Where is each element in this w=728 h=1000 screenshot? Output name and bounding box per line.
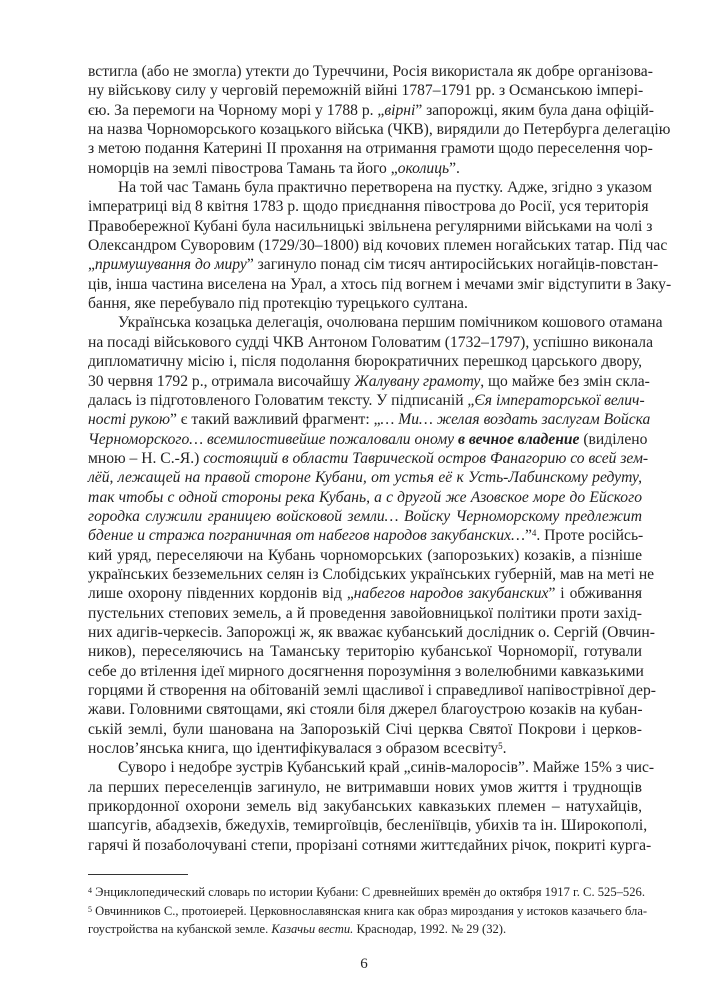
text-line: [88, 700, 642, 719]
text-segment: Энциклопедический словарь по истории Кубани: С древнейших времён до октября 1917 г. С. 525–526.: [92, 885, 645, 899]
footnote: [88, 902, 648, 939]
text-segment: (виділено: [579, 430, 648, 448]
text-segment: бдение и стража пограничная от набегов народов закубанских…: [88, 527, 525, 545]
paragraph: [88, 62, 671, 178]
footnotes: [88, 883, 648, 939]
text-line: [88, 62, 653, 81]
text-segment: ” загинуло понад сім тисяч антиросійських ногайців-повстан-: [246, 256, 659, 274]
text-line: [88, 604, 642, 623]
text-line: [88, 565, 655, 584]
text-line: [88, 642, 642, 661]
text-line: [88, 120, 671, 139]
text-segment: „: [88, 256, 95, 274]
text-line: [88, 778, 642, 797]
footnote-ref: 5: [498, 741, 503, 752]
text-segment: … Ми… желая воздать заслугам Войска: [380, 411, 651, 429]
paragraph: [88, 758, 655, 855]
text-line: [88, 410, 651, 429]
text-line: [88, 623, 655, 642]
text-segment: гоустройства на кубанской земле.: [88, 922, 272, 936]
text-line: [88, 391, 645, 410]
text-segment: лёй, лежащей на правой стороне Кубани, от устья её к Усть-Лабинскому редуту,: [88, 469, 642, 487]
text-line: [88, 101, 655, 120]
text-segment: лише охорону південних кордонів від „: [88, 585, 354, 603]
text-segment: них адигів-черкесів. Запорожці ж, як вважає кубанський дослідник о. Сергій (Овчин-: [88, 623, 655, 641]
text-line: [88, 546, 642, 565]
text-line: [88, 139, 653, 158]
text-line: [88, 526, 642, 545]
text-line: [88, 758, 655, 777]
footnote-line: [88, 920, 642, 939]
text-segment: імператриці від 8 квітня 1783 р. щодо приєднання півострова до Росії, уся територія: [88, 198, 649, 216]
page-number: 6: [360, 956, 368, 972]
footnote-line: [88, 883, 645, 902]
text-line: [88, 217, 653, 236]
text-line: [88, 816, 648, 835]
text-segment: , що майже без змін скла-: [480, 372, 650, 390]
text-segment: горцями й створення на обітованій землі щасливої і справедливої напівострівної дер-: [88, 682, 656, 699]
text-segment: дипломатичну місію і, після подолання бюрократичних перешкод царського двору,: [88, 353, 642, 371]
footnote: [88, 883, 645, 902]
text-segment: набегов народов закубанских: [353, 585, 549, 603]
text-segment: Суворо і недобре зустрів Кубанський край „синів-малоросів”. Майже 15% з чис-: [118, 759, 655, 777]
footnote-ref: 5: [88, 904, 92, 914]
text-segment: нослов’янська книга, що ідентифікувалася з образом всесвіту: [88, 740, 499, 758]
text-line: [88, 797, 642, 816]
text-line: [88, 313, 663, 332]
text-line: [88, 488, 642, 507]
text-line: [88, 720, 642, 739]
text-line: [88, 372, 650, 391]
text-segment: на назва Чорноморського козацького війська (ЧКВ), вирядили до Петербурга делегацію: [88, 121, 671, 139]
footnote-ref: 4: [88, 886, 92, 895]
text-line: [88, 294, 642, 313]
text-segment: шапсугів, абадзехів, бжедухів, темиргоївців, бесленіївців, убихів та ін. Широкополі,: [88, 817, 648, 835]
text-segment: Олександром Суворовим (1729/30–1800) від кочових племен ногайських татар. Під час: [88, 237, 668, 255]
text-segment: Правобережної Кубані була насильницькі звільнена регулярними військами на чолі з: [88, 217, 653, 235]
text-line: [88, 681, 656, 700]
text-segment: ”: [524, 527, 532, 545]
text-segment: ников), переселяючись на Таманську територію кубанської Чорноморії, готували: [88, 643, 642, 661]
text-line: [88, 255, 659, 274]
text-line: [88, 81, 642, 100]
text-segment: Українська козацька делегація, очолювана першим помічником кошового отамана: [118, 314, 663, 332]
text-segment: ців, інша частина виселена на Урал, а хтось під вогнем і мечами зміг відступити в Заку-: [88, 275, 672, 293]
text-line: [88, 178, 653, 197]
text-segment: так чтобы с одной стороны река Кубань, а с другой же Азовское море до Ейского: [88, 488, 642, 506]
text-segment: пустельних степових земель, а й проведення завойовницької політики проти захід-: [88, 604, 642, 622]
text-segment: номорців на землі півострова Тамань та його „: [88, 159, 398, 177]
text-line: [88, 275, 672, 294]
text-line: [88, 836, 652, 855]
text-segment: Черноморского… всемилостивейше пожаловали оному: [88, 430, 458, 448]
text-segment: ” є такий важливий фрагмент: „: [169, 411, 381, 429]
text-segment: околиць: [397, 159, 450, 177]
text-segment: ській землі, були шанована на Запорозькій Січі церква Святої Покрови і церков-: [88, 720, 642, 738]
text-segment: ла перших переселенців загинуло, не витримавши нових умов життя і труднощів: [88, 778, 642, 796]
text-segment: На той час Тамань була практично перетворена на пустку. Адже, згідно з указом: [118, 179, 653, 197]
text-segment: городка служили границею войсковой земли… Войску Черноморскому предлежит: [88, 507, 642, 525]
main-text: [88, 62, 672, 855]
paragraph: [88, 313, 663, 758]
text-segment: ності рукою: [88, 411, 170, 429]
text-segment: примушування до миру: [94, 256, 247, 274]
text-segment: встигла (або не змогла) утекти до Туреччини, Росія використала як добре організова-: [88, 63, 653, 80]
text-segment: з метою подання Катерині II прохання на отримання грамоти щодо переселення чор-: [88, 140, 653, 158]
text-line: [88, 430, 648, 449]
text-segment: 30 червня 1792 р., отримала височайшу: [88, 372, 355, 390]
text-segment: Овчинников С., протоиерей. Церковнославянская книга как образ мироздания у истоков казачьего бла-: [92, 903, 648, 918]
text-line: [88, 352, 642, 371]
text-segment: бання, яке перебувало під протекцію турецького султана.: [88, 295, 468, 313]
text-segment: ну військову силу у черговій переможній війні 1787–1791 рр. з Османською імпері-: [88, 82, 644, 100]
text-line: [88, 333, 653, 352]
text-line: [88, 739, 642, 758]
footnote-divider: [88, 874, 188, 875]
text-line: [88, 584, 642, 603]
text-segment: вірні: [384, 101, 416, 119]
text-segment: ” запорожці, яким була дана офіцій-: [415, 101, 655, 119]
text-line: [88, 236, 668, 255]
text-segment: состоящий в области Таврической остров Фанагорию со всей зем-: [203, 449, 649, 467]
text-segment: прикордонної охорони земель від закубанських кавказьких племен – натухайців,: [88, 798, 642, 816]
text-line: [88, 468, 642, 487]
footnote-ref: 4: [531, 528, 537, 539]
text-segment: кий уряд, переселяючи на Кубань чорноморських (запорозьких) козаків, а пізніше: [88, 546, 642, 564]
text-line: [88, 159, 642, 178]
text-segment: далась із підготовленого Головатим тексту. У підписаній „: [88, 391, 475, 409]
text-segment: Жалувану грамоту: [354, 372, 481, 390]
footnote-line: [88, 902, 648, 921]
text-line: [88, 507, 642, 526]
text-segment: Казачьи вести.: [271, 922, 354, 936]
text-segment: Краснодар, 1992. № 29 (32).: [353, 922, 507, 936]
text-segment: єю. За перемоги на Чорному морі у 1788 р. „: [88, 101, 385, 119]
text-segment: мною – Н. С.-Я.): [88, 449, 204, 467]
text-segment: ”.: [449, 159, 460, 177]
paragraph: [88, 178, 672, 313]
text-segment: .: [502, 740, 507, 758]
text-segment: в вечное владение: [457, 430, 580, 448]
text-line: [88, 197, 649, 216]
text-line: [88, 662, 642, 681]
text-segment: . Проте російсь-: [536, 527, 644, 545]
text-segment: жави. Головними святощами, які стояли біля джерел благоустрою козаків на кубан-: [88, 701, 643, 719]
text-segment: на посаді військового судді ЧКВ Антоном Головатим (1732–1797), успішно виконала: [88, 333, 653, 351]
text-line: [88, 449, 649, 468]
text-segment: гарячі й позаболочувані степи, прорізані сотнями життєдайних річок, покриті курга-: [88, 836, 652, 854]
text-segment: українських безземельних селян із Слобідських українських губерній, мав на меті не: [88, 565, 655, 583]
text-segment: Єя імператорської велич-: [474, 391, 645, 409]
text-segment: себе до втілення ідеї мирного досягнення порозуміння з волелюбними кавказькими: [88, 662, 644, 680]
text-segment: ” і обживання: [548, 585, 642, 603]
